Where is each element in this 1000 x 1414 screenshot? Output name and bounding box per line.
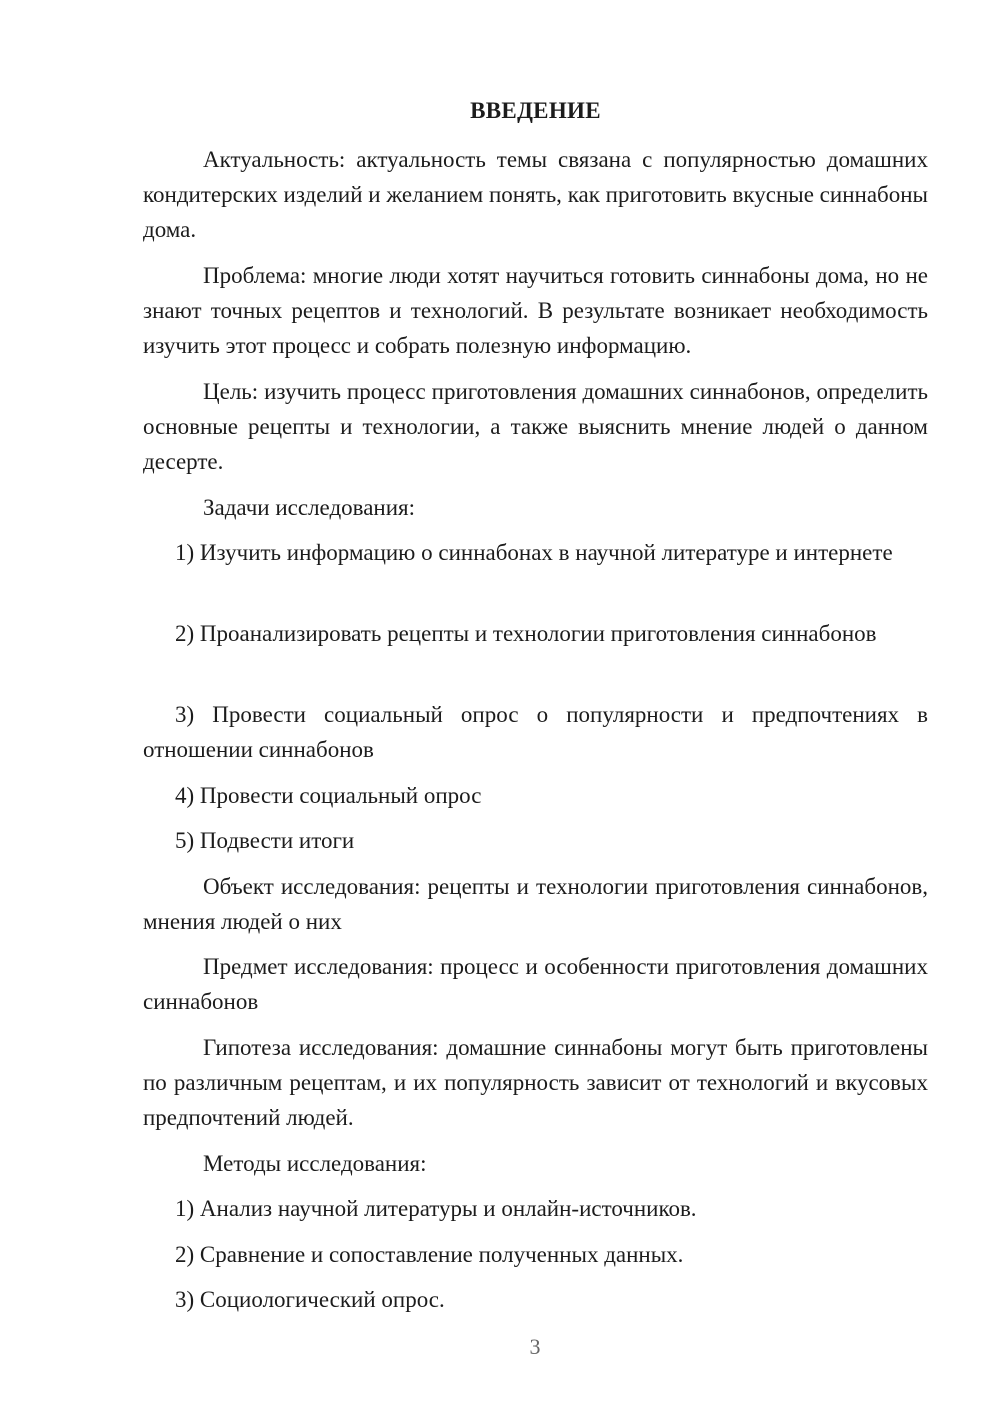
list-item-method-2: 2) Сравнение и сопоставление полученных данных.	[175, 1242, 684, 1267]
paragraph-hypothesis: Гипотеза исследования: домашние синнабоны могут быть приготовлены по различным рецептам, и их популярность зависит от технологий и вкусовых предпочтений людей.	[143, 1035, 928, 1130]
paragraph-subject: Предмет исследования: процесс и особенности приготовления домашних синнабонов	[143, 954, 928, 1014]
list-item-task-5: 5) Подвести итоги	[175, 828, 355, 853]
paragraph-tasks-heading: Задачи исследования:	[203, 495, 416, 520]
section-heading: ВВЕДЕНИЕ	[470, 98, 601, 123]
list-item-method-1: 1) Анализ научной литературы и онлайн-источников.	[175, 1196, 697, 1221]
list-item-task-1: 1) Изучить информацию о синнабонах в научной литературе и интернете	[175, 540, 893, 565]
list-item-task-4: 4) Провести социальный опрос	[175, 783, 482, 808]
paragraph-problem: Проблема: многие люди хотят научиться готовить синнабоны дома, но не знают точных рецептов и технологий. В результате возникает необходимость изучить этот процесс и собрать полезную информацию.	[143, 263, 928, 358]
list-item-method-3: 3) Социологический опрос.	[175, 1287, 445, 1312]
paragraph-object: Объект исследования: рецепты и технологии приготовления синнабонов, мнения людей о них	[143, 874, 928, 934]
paragraph-methods-heading: Методы исследования:	[203, 1151, 427, 1176]
page-number: 3	[529, 1334, 541, 1359]
paragraph-goal: Цель: изучить процесс приготовления домашних синнабонов, определить основные рецепты и технологии, а также выяснить мнение людей о данном десерте.	[143, 379, 928, 474]
list-item-task-2: 2) Проанализировать рецепты и технологии приготовления синнабонов	[175, 621, 877, 646]
list-item-task-3: 3) Провести социальный опрос о популярности и предпочтениях в отношении синнабонов	[143, 702, 928, 762]
paragraph-relevance: Актуальность: актуальность темы связана с популярностью домашних кондитерских изделий и желанием понять, как приготовить вкусные синнабоны дома.	[143, 147, 928, 242]
